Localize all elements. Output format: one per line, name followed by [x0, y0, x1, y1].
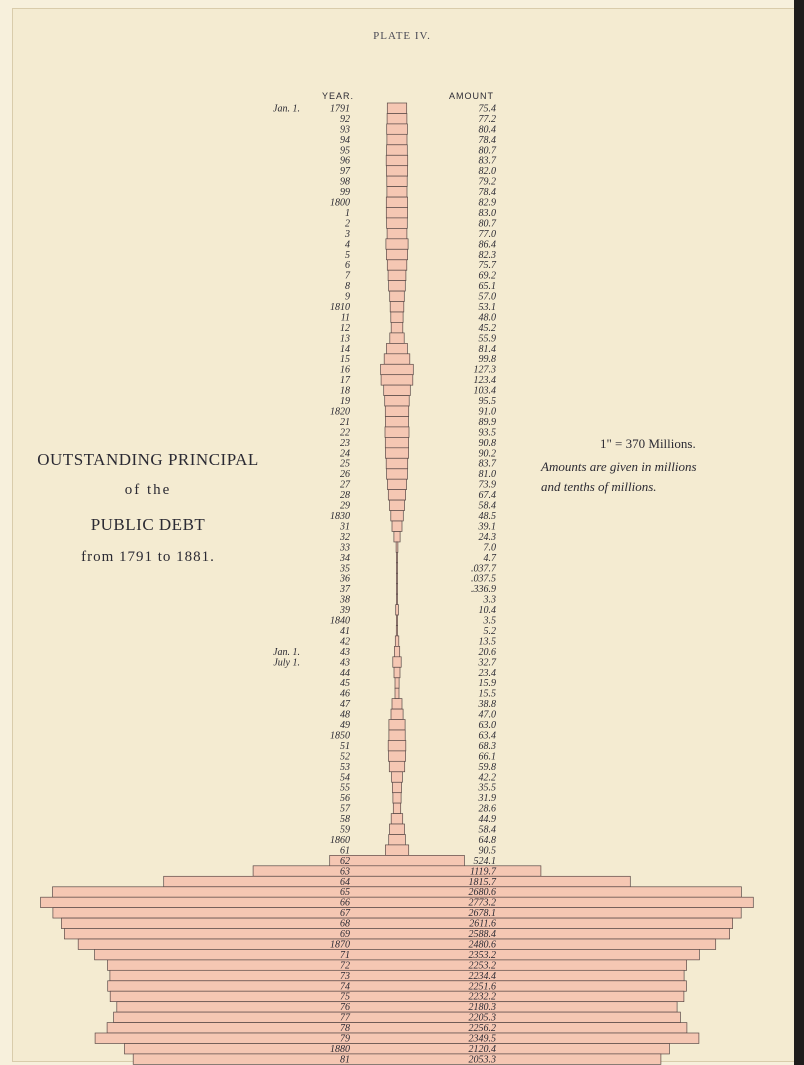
- bar-67: [393, 803, 400, 813]
- scan-edge: [794, 0, 804, 1065]
- bar-63: [389, 761, 404, 771]
- year-label-55: 45: [340, 678, 350, 690]
- bar-74: [164, 876, 631, 886]
- bar-56: [395, 688, 399, 698]
- amount-label-88: 2256.2: [468, 1023, 496, 1034]
- bar-47: [396, 594, 397, 604]
- amount-label-67: 28.6: [478, 803, 496, 815]
- amount-label-32: 90.8: [478, 437, 496, 449]
- bar-7: [387, 176, 407, 186]
- bar-24: [384, 354, 410, 364]
- amount-label-24: 99.8: [478, 354, 496, 366]
- amount-label-85: 2232.2: [468, 991, 496, 1003]
- year-label-57: 47: [340, 699, 350, 711]
- amount-label-46: .336.9: [471, 584, 496, 596]
- year-label-13: 4: [345, 239, 350, 251]
- year-label-79: 69: [340, 929, 350, 940]
- amount-label-31: 93.5: [478, 427, 496, 439]
- year-label-31: 22: [340, 427, 350, 439]
- bar-79: [64, 929, 729, 939]
- amount-label-50: 5.2: [483, 626, 496, 637]
- bar-85: [110, 991, 684, 1001]
- amount-label-30: 89.9: [478, 416, 496, 428]
- bar-37: [388, 490, 405, 500]
- amount-label-60: 63.4: [478, 730, 496, 742]
- amount-label-6: 82.0: [478, 166, 496, 178]
- chart-title-line-3: PUBLIC DEBT: [90, 515, 206, 534]
- amount-label-26: 123.4: [473, 375, 496, 387]
- amount-label-11: 80.7: [478, 218, 496, 230]
- year-label-14: 5: [345, 249, 350, 261]
- bar-36: [388, 479, 407, 489]
- amount-label-56: 15.5: [478, 688, 496, 700]
- amount-label-39: 48.5: [478, 511, 496, 522]
- amount-label-10: 83.0: [478, 207, 496, 219]
- amount-label-65: 35.5: [478, 782, 496, 794]
- amount-label-1: 77.2: [478, 113, 496, 125]
- bar-22: [390, 333, 404, 343]
- amount-label-36: 73.9: [478, 479, 496, 491]
- bar-54: [394, 667, 400, 677]
- amount-label-2: 80.4: [478, 124, 496, 136]
- bar-65: [392, 782, 401, 792]
- bar-87: [114, 1012, 681, 1022]
- amount-label-54: 23.4: [478, 667, 496, 679]
- year-label-34: 25: [340, 458, 350, 470]
- bar-55: [395, 678, 399, 688]
- date-prefix-label-52: Jan. 1.: [273, 646, 300, 658]
- year-label-24: 15: [340, 354, 350, 366]
- bar-64: [392, 772, 403, 782]
- bar-13: [386, 239, 408, 249]
- year-label-75: 65: [340, 887, 350, 899]
- year-label-71: 61: [340, 845, 350, 857]
- scale-note: 1" = 370 Millions.: [600, 436, 696, 451]
- amount-label-55: 15.9: [478, 678, 496, 690]
- units-note-line-1: Amounts are given in millions: [541, 459, 697, 474]
- chart-title-line-2: of the: [124, 482, 172, 498]
- amount-label-42: 7.0: [483, 542, 496, 554]
- units-note-line-2: and tenths of millions.: [541, 479, 657, 494]
- bar-69: [390, 824, 405, 834]
- amount-label-81: 2353.2: [468, 949, 496, 961]
- amount-label-63: 59.8: [478, 761, 496, 773]
- amount-label-70: 64.8: [478, 835, 496, 846]
- bar-33: [385, 448, 408, 458]
- year-label-51: 42: [340, 636, 350, 648]
- year-label-70: 1860: [330, 835, 350, 846]
- year-label-64: 54: [340, 772, 350, 784]
- year-label-81: 71: [340, 949, 350, 961]
- amount-label-47: 3.3: [483, 594, 496, 606]
- bar-84: [108, 981, 687, 991]
- chart-title-line-4: from 1791 to 1881.: [81, 549, 215, 565]
- amount-label-22: 55.9: [478, 333, 496, 345]
- amount-label-40: 39.1: [478, 521, 496, 533]
- bar-89: [95, 1033, 699, 1043]
- year-label-5: 96: [340, 155, 350, 167]
- year-label-72: 62: [340, 855, 350, 867]
- amount-label-43: 4.7: [483, 552, 496, 564]
- amount-label-87: 2205.3: [468, 1012, 496, 1024]
- bar-38: [390, 500, 405, 510]
- bar-48: [396, 605, 399, 615]
- bar-16: [388, 270, 406, 280]
- bar-51: [395, 636, 399, 646]
- amount-label-13: 86.4: [478, 239, 496, 251]
- amount-label-89: 2349.5: [468, 1033, 496, 1045]
- year-label-11: 2: [345, 218, 350, 230]
- amount-label-78: 2611.6: [469, 918, 496, 930]
- year-label-42: 33: [340, 542, 350, 554]
- year-label-56: 46: [340, 688, 350, 700]
- amount-label-53: 32.7: [478, 657, 496, 669]
- amount-label-80: 2480.6: [468, 939, 496, 951]
- year-label-68: 58: [340, 814, 350, 825]
- bar-11: [387, 218, 408, 228]
- bar-group: [41, 103, 754, 1064]
- bar-53: [393, 657, 401, 667]
- year-column-header: YEAR.: [322, 91, 355, 101]
- bar-27: [384, 385, 411, 395]
- bar-42: [396, 542, 398, 552]
- year-label-50: 41: [340, 626, 350, 637]
- date-prefix-label-0: Jan. 1.: [273, 103, 300, 115]
- amount-label-35: 81.0: [478, 469, 496, 481]
- bar-9: [386, 197, 407, 207]
- year-label-9: 1800: [330, 197, 350, 209]
- year-label-10: 1: [345, 207, 350, 219]
- bar-80: [78, 939, 716, 949]
- amount-label-23: 81.4: [478, 343, 496, 355]
- year-label-60: 1850: [330, 730, 350, 742]
- year-label-82: 72: [340, 960, 350, 972]
- amount-label-57: 38.8: [478, 699, 496, 711]
- year-label-28: 19: [340, 396, 350, 407]
- amount-label-64: 42.2: [478, 772, 496, 784]
- amount-label-61: 68.3: [478, 740, 496, 752]
- year-label-78: 68: [340, 918, 350, 930]
- year-label-19: 1810: [330, 302, 350, 313]
- bar-73: [253, 866, 541, 876]
- amount-label-9: 82.9: [478, 197, 496, 209]
- year-label-87: 77: [340, 1012, 350, 1024]
- year-label-1: 92: [340, 113, 350, 125]
- bar-77: [53, 908, 741, 918]
- amount-label-90: 2120.4: [468, 1044, 496, 1055]
- amount-column-header: AMOUNT: [449, 91, 494, 101]
- year-label-83: 73: [340, 970, 350, 982]
- bar-91: [133, 1054, 661, 1064]
- amount-label-18: 57.0: [478, 291, 496, 303]
- amount-label-21: 45.2: [478, 322, 496, 334]
- year-label-41: 32: [340, 531, 350, 543]
- year-label-74: 64: [340, 876, 350, 888]
- year-label-27: 18: [340, 385, 350, 397]
- bar-86: [117, 1002, 677, 1012]
- bar-4: [387, 145, 408, 155]
- year-label-88: 78: [340, 1023, 350, 1034]
- bar-25: [381, 364, 414, 374]
- year-label-66: 56: [340, 793, 350, 805]
- year-label-23: 14: [340, 343, 350, 355]
- year-label-77: 67: [340, 908, 350, 920]
- year-label-89: 79: [340, 1033, 350, 1045]
- year-label-29: 1820: [330, 406, 350, 418]
- year-label-59: 49: [340, 720, 350, 731]
- year-label-7: 98: [340, 176, 350, 188]
- bar-82: [108, 960, 687, 970]
- year-label-61: 51: [340, 740, 350, 752]
- date-prefix-label-53: July 1.: [273, 657, 300, 669]
- bar-49: [396, 615, 397, 625]
- bar-81: [95, 949, 700, 959]
- amount-label-19: 53.1: [478, 302, 496, 313]
- year-label-90: 1880: [330, 1044, 350, 1055]
- bar-45: [396, 573, 397, 583]
- amount-label-72: 524.1: [473, 855, 496, 867]
- bar-26: [381, 375, 413, 385]
- bar-90: [125, 1044, 670, 1054]
- bar-76: [41, 897, 754, 907]
- amount-label-15: 75.7: [478, 260, 496, 272]
- year-label-4: 95: [340, 145, 350, 157]
- bar-10: [386, 208, 407, 218]
- bar-58: [391, 709, 403, 719]
- bar-31: [385, 427, 409, 437]
- bar-14: [386, 249, 407, 259]
- amount-label-77: 2678.1: [468, 908, 496, 920]
- bar-29: [385, 406, 408, 416]
- amount-label-75: 2680.6: [468, 887, 496, 899]
- year-label-37: 28: [340, 490, 350, 502]
- year-label-80: 1870: [330, 939, 350, 951]
- amount-label-83: 2234.4: [468, 970, 496, 982]
- amount-label-59: 63.0: [478, 720, 496, 731]
- amount-label-34: 83.7: [478, 458, 496, 470]
- year-label-32: 23: [340, 437, 350, 449]
- year-label-22: 13: [340, 333, 350, 345]
- year-label-16: 7: [345, 270, 350, 282]
- year-label-86: 76: [340, 1002, 350, 1014]
- bar-6: [387, 166, 408, 176]
- bar-20: [391, 312, 403, 322]
- bar-34: [386, 458, 408, 468]
- bar-28: [385, 396, 410, 406]
- year-label-2: 93: [340, 124, 350, 136]
- year-label-63: 53: [340, 761, 350, 773]
- bar-60: [389, 730, 405, 740]
- bar-21: [391, 322, 403, 332]
- bar-23: [387, 343, 408, 353]
- amount-label-68: 44.9: [478, 814, 496, 825]
- amount-label-0: 75.4: [478, 103, 496, 115]
- bar-12: [387, 228, 407, 238]
- bar-66: [393, 793, 401, 803]
- year-label-26: 17: [340, 375, 350, 387]
- year-label-48: 39: [340, 605, 350, 616]
- amount-label-14: 82.3: [478, 249, 496, 261]
- amount-label-33: 90.2: [478, 448, 496, 460]
- bar-44: [396, 563, 397, 573]
- bar-61: [388, 740, 406, 750]
- amount-label-66: 31.9: [478, 793, 496, 805]
- year-label-85: 75: [340, 991, 350, 1003]
- bar-35: [387, 469, 408, 479]
- bar-62: [389, 751, 406, 761]
- year-label-33: 24: [340, 448, 350, 460]
- bar-1: [387, 114, 407, 124]
- year-label-45: 36: [340, 573, 350, 585]
- bar-0: [387, 103, 406, 113]
- amount-label-73: 1119.7: [469, 866, 496, 878]
- amount-label-28: 95.5: [478, 396, 496, 407]
- year-label-91: 81: [340, 1054, 350, 1065]
- bar-32: [385, 437, 408, 447]
- year-label-20: 11: [340, 312, 350, 324]
- bar-39: [391, 511, 404, 521]
- amount-label-91: 2053.3: [468, 1054, 496, 1065]
- amount-label-5: 83.7: [478, 155, 496, 167]
- bar-43: [396, 552, 397, 562]
- year-label-21: 12: [340, 322, 350, 334]
- year-label-0: 1791: [330, 103, 350, 115]
- year-label-8: 99: [340, 187, 350, 198]
- year-label-40: 31: [340, 521, 350, 533]
- bar-17: [389, 281, 406, 291]
- bar-68: [391, 814, 403, 824]
- year-label-73: 63: [340, 866, 350, 878]
- bar-88: [107, 1023, 687, 1033]
- year-label-25: 16: [340, 364, 350, 376]
- year-label-53: 43: [340, 657, 350, 669]
- year-label-38: 29: [340, 500, 350, 512]
- year-label-52: 43: [340, 646, 350, 658]
- year-label-65: 55: [340, 782, 350, 794]
- bar-41: [394, 532, 400, 542]
- bar-75: [53, 887, 742, 897]
- year-label-35: 26: [340, 469, 350, 481]
- amount-label-41: 24.3: [478, 531, 496, 543]
- chart-title-line-1: OUTSTANDING PRINCIPAL: [37, 450, 259, 469]
- bar-5: [386, 155, 408, 165]
- year-label-6: 97: [340, 166, 350, 178]
- year-label-46: 37: [340, 584, 350, 596]
- bar-40: [392, 521, 402, 531]
- plate-label: PLATE IV.: [373, 30, 431, 42]
- year-label-15: 6: [345, 260, 350, 272]
- amount-label-4: 80.7: [478, 145, 496, 157]
- year-label-3: 94: [340, 134, 350, 146]
- amount-label-48: 10.4: [478, 605, 496, 616]
- bar-46: [396, 584, 397, 594]
- bar-71: [385, 845, 408, 855]
- amount-label-79: 2588.4: [468, 929, 496, 940]
- bar-19: [390, 302, 404, 312]
- year-label-49: 1840: [330, 615, 350, 627]
- amount-label-29: 91.0: [478, 406, 496, 418]
- year-label-69: 59: [340, 824, 350, 836]
- amount-label-16: 69.2: [478, 270, 496, 282]
- year-label-17: 8: [345, 281, 350, 293]
- amount-label-84: 2251.6: [468, 981, 496, 993]
- amount-label-8: 78.4: [478, 187, 496, 198]
- amount-label-27: 103.4: [473, 385, 496, 397]
- year-label-47: 38: [340, 594, 350, 606]
- year-label-67: 57: [340, 803, 350, 815]
- bar-52: [394, 646, 399, 656]
- bar-8: [387, 187, 407, 197]
- year-label-62: 52: [340, 751, 350, 763]
- bar-18: [390, 291, 405, 301]
- amount-label-3: 78.4: [478, 134, 496, 146]
- amount-label-38: 58.4: [478, 500, 496, 512]
- amount-label-82: 2253.2: [468, 960, 496, 972]
- year-label-76: 66: [340, 897, 350, 909]
- year-label-39: 1830: [330, 511, 350, 522]
- year-label-30: 21: [340, 416, 350, 428]
- year-label-44: 35: [340, 563, 350, 575]
- amount-label-51: 13.5: [478, 636, 496, 648]
- year-label-58: 48: [340, 709, 350, 721]
- amount-label-49: 3.5: [483, 615, 496, 627]
- bar-2: [387, 124, 408, 134]
- amount-label-25: 127.3: [473, 364, 496, 376]
- amount-label-7: 79.2: [478, 176, 496, 188]
- bar-78: [61, 918, 732, 928]
- bar-30: [385, 417, 408, 427]
- amount-label-52: 20.6: [478, 646, 496, 658]
- year-label-18: 9: [345, 291, 350, 303]
- bar-83: [110, 970, 684, 980]
- bar-50: [396, 626, 397, 636]
- amount-label-17: 65.1: [478, 281, 496, 293]
- amount-label-69: 58.4: [478, 824, 496, 836]
- year-label-84: 74: [340, 981, 350, 993]
- amount-label-20: 48.0: [478, 312, 496, 324]
- amount-label-62: 66.1: [478, 751, 496, 763]
- bar-15: [387, 260, 407, 270]
- year-label-43: 34: [340, 552, 350, 564]
- amount-label-76: 2773.2: [468, 897, 496, 909]
- bar-3: [387, 134, 407, 144]
- amount-label-37: 67.4: [478, 490, 496, 502]
- amount-label-86: 2180.3: [468, 1002, 496, 1014]
- bar-59: [389, 720, 405, 730]
- amount-label-58: 47.0: [478, 709, 496, 721]
- bar-57: [392, 699, 402, 709]
- amount-label-71: 90.5: [478, 845, 496, 857]
- amount-label-74: 1815.7: [468, 876, 496, 888]
- bar-70: [389, 835, 406, 845]
- year-label-54: 44: [340, 667, 350, 679]
- amount-label-45: .037.5: [471, 573, 496, 585]
- amount-label-12: 77.0: [478, 228, 496, 240]
- year-label-12: 3: [345, 228, 350, 240]
- year-label-36: 27: [340, 479, 350, 491]
- amount-label-44: .037.7: [471, 563, 496, 575]
